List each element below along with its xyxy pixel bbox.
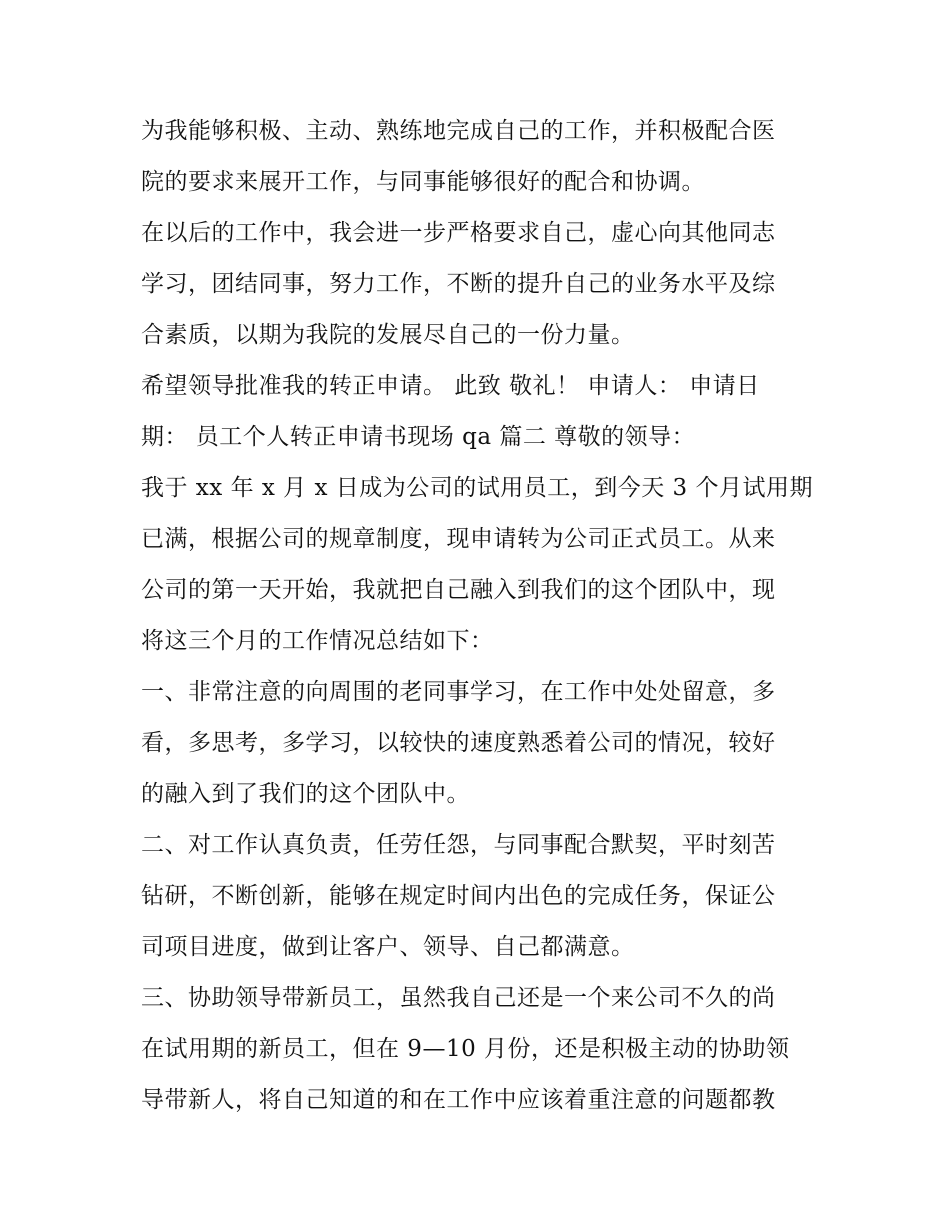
text-line: 学习，团结同事，努力工作，不断的提升自己的业务水平及综 [141, 271, 776, 297]
text-line: 为我能够积极、主动、熟练地完成自己的工作，并积极配合医 [141, 118, 776, 144]
text-line: 二、对工作认真负责，任劳任怨，与同事配合默契，平时刻苦 [141, 832, 776, 858]
text-line: 三、协助领导带新员工，虽然我自己还是一个来公司不久的尚 [141, 985, 776, 1011]
text-line: 在以后的工作中，我会进一步严格要求自己，虚心向其他同志 [141, 220, 776, 246]
text-line: 钻研，不断创新，能够在规定时间内出色的完成任务，保证公 [141, 883, 776, 909]
text-line: 司项目进度，做到让客户、领导、自己都满意。 [141, 934, 635, 960]
text-line: 导带新人，将自己知道的和在工作中应该着重注意的问题都教 [141, 1087, 776, 1113]
text-line: 公司的第一天开始，我就把自己融入到我们的这个团队中，现 [141, 577, 776, 603]
text-line: 希望领导批准我的转正申请。 此致 敬礼！ 申请人： 申请日 [141, 373, 760, 399]
text-line: 合素质，以期为我院的发展尽自己的一份力量。 [141, 322, 635, 348]
text-line: 院的要求来展开工作，与同事能够很好的配合和协调。 [141, 169, 705, 195]
document-body [141, 106, 821, 1126]
text-line: 一、非常注意的向周围的老同事学习，在工作中处处留意，多 [141, 679, 776, 705]
text-line: 将这三个月的工作情况总结如下： [141, 628, 494, 654]
text-line: 看，多思考，多学习，以较快的速度熟悉着公司的情况，较好 [141, 730, 776, 756]
text-line: 在试用期的新员工，但在 9—10 月份，还是积极主动的协助领 [141, 1036, 790, 1062]
text-line: 的融入到了我们的这个团队中。 [141, 781, 470, 807]
text-line: 我于 xx 年 x 月 x 日成为公司的试用员工，到今天 3 个月试用期 [141, 475, 814, 501]
text-line: 已满，根据公司的规章制度，现申请转为公司正式员工。从来 [141, 526, 776, 552]
text-line: 期： 员工个人转正申请书现场 qa 篇二 尊敬的领导： [141, 424, 696, 450]
